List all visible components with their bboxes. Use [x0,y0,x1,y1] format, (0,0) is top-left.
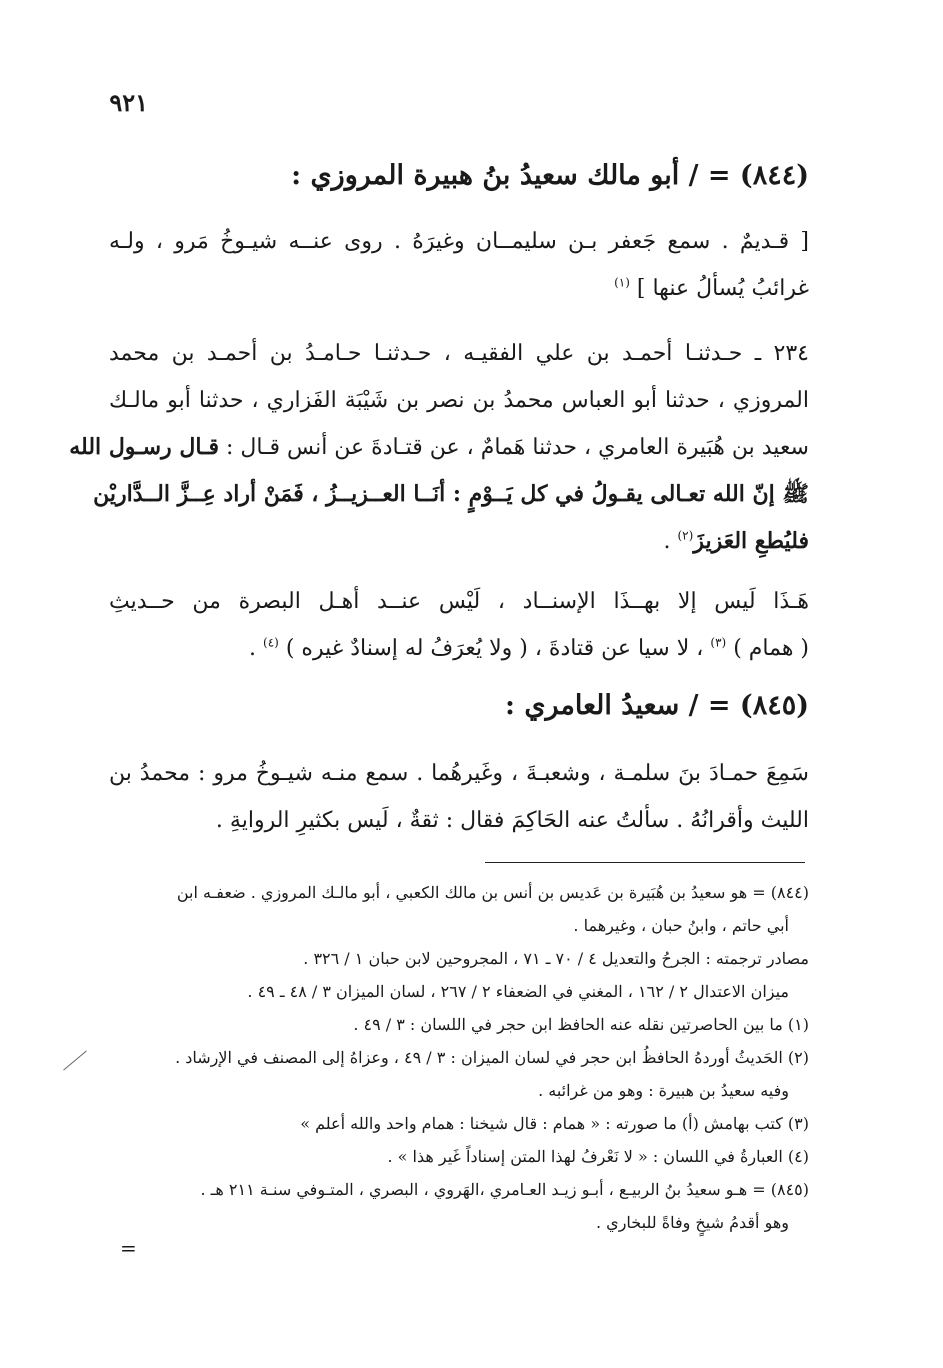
footnote-3: (٣) كتب بهامش (أ) ما صورته : « همام : قال شيخنا : همام واحد والله أعلم » [300,1114,809,1133]
hadith-line-3-text: سعيد بن هُبَيرة العامري ، حدثنا هَمامٌ ، عن قتـادةَ عن أنس قـال : [225,435,809,460]
footnote-844-sources-2: ميزان الاعتدال ٢ / ١٦٢ ، المغني في الضعفاء ٢ / ٢٦٧ ، لسان الميزان ٣ / ٤٨ ـ ٤٩ . [247,982,789,1001]
footnote-844-line-1: (٨٤٤) = هو سعيدُ بن هُبَيرة بن عَديس بن أنس بن مالك الكعبي ، أبو مالـك المروزي . ضعفـه ابن [176,883,809,902]
hadith-line-3 [69,424,809,471]
comment-line-2 [109,625,809,672]
salutation-mark: ﷺ [782,481,809,507]
comment-line-2-start: ( همام ) [733,636,809,661]
entry-845-title: (٨٤٥) = / سعيدُ العامري : [505,690,809,721]
footnote-4: (٤) العبارةُ في اللسان : « لا نَعْرفُ لهذا المتن إسناداً غَير هذا » . [387,1147,809,1166]
continuation-mark: = [120,1236,137,1260]
margin-pen-stroke [63,1050,87,1070]
intro-line-2 [109,265,809,312]
hadith-line-4 [93,471,809,518]
entry-844-intro [109,218,809,312]
comment-line-2-mid: ، لا سيا عن قتادةَ ، ( ولا يُعرَفُ له إسنادٌ غيره ) [285,636,704,661]
entry-845-body [109,750,809,844]
footnote-844-line-2: أبي حاتم ، وابنُ حبان ، وغيرهما . [573,916,789,935]
footnote-844-sources-1: مصادر ترجمته : الجرحُ والتعديل ٤ / ٧٠ ـ ٧١ ، المجروحين لابن حبان ١ / ٣٢٦ . [303,949,809,968]
entry-845-line-2: الليث وأقرانُهُ . سألتُ عنه الحَاكِمَ فقال : ثقةٌ ، لَيس بكثيرِ الروايةِ . [215,808,809,833]
footnotes [109,876,809,1239]
hadith-line-3-bold: قـال رسـول الله [69,434,219,460]
footnote-ref-2: (٢) [677,528,694,543]
hadith-line-5-end: . [663,529,678,554]
hadith-line-5-text: فليُطعِ العَزيزَ [693,528,809,554]
hadith-line-2: المروزي ، حدثنا أبو العباس محمدُ بن نصر بن شَيْبَة الفَزاري ، حدثنا أبو مالـك [109,388,809,413]
footnote-ref-1: (١) [614,275,630,290]
footnote-ref-4: (٤) [263,635,279,650]
intro-line-1: [ قـديمٌ . سمع جَعفر بـن سليمــان وغيرَهُ . روى عنــه شيـوخُ مَرو ، ولـه [109,229,809,254]
footnote-1: (١) ما بين الحاصرتين نقله عنه الحافظ ابن حجر في اللسان : ٣ / ٤٩ . [353,1015,809,1034]
entry-844-comment [109,578,809,672]
comment-line-2-end: . [249,636,264,661]
comment-line-1: هَـذَا لَيس إلا بهــذَا الإسنــاد ، لَيْس عنــد أهـل البصرة من حــديثِ [109,589,809,614]
intro-line-2-text: غرائبُ يُسألُ عنها ] [636,276,809,301]
footnote-divider [485,862,805,863]
footnote-845-line-1: (٨٤٥) = هـو سعيدُ بنُ الربيـع ، أبـو زيـد العـامري ،الهَروي ، البصري ، المتـوفي سنـة ٢١١ هـ . [200,1180,809,1199]
footnote-ref-3: (٣) [710,635,727,650]
page-number: ٩٢١ [109,88,148,117]
hadith-line-5 [109,518,809,565]
hadith-line-1: ٢٣٤ ـ حـدثنـا أحمـد بن علي الفقيـه ، حـدثنـا حـامـدُ بن أحمـد بن محمد [109,341,809,366]
footnote-2-line-2: وفيه سعيدُ بن هبيرة : وهو من غرائبه . [538,1081,789,1100]
footnote-2-line-1: (٢) الحَديثُ أوردهُ الحافظُ ابن حجر في لسان الميزان : ٣ / ٤٩ ، وعزاهُ إلى المصنف في الإرشاد . [175,1048,809,1067]
hadith-234 [69,330,809,565]
entry-845-line-1: سَمِعَ حمـادَ بنَ سلمـة ، وشعبـةَ ، وغَيرهُما . سمع منـه شيـوخُ مرو : محمدُ بن [109,761,809,786]
footnote-845-line-2: وهو أقدمُ شيخٍ وفاةً للبخاري . [596,1213,789,1232]
hadith-line-4-text: إنّ الله تعـالى يقـولُ في كل يَــوْمٍ : أنَــا العــزيــزُ ، فَمَنْ أراد عِــزَّ الــدَّاريْن [93,481,775,507]
entry-844-title: (٨٤٤) = / أبو مالك سعيدُ بنُ هبيرة المروزي : [291,160,809,191]
